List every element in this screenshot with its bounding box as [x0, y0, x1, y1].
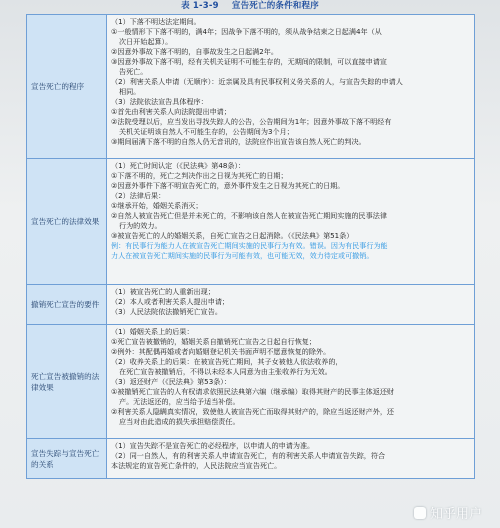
content-line: ②因意外事故下落不明的，自事故发生之日起满2年。	[111, 47, 278, 56]
content-line: （1）被宣告死亡的人重新出现；	[111, 287, 215, 296]
content-line: 次日开始起算）。	[119, 37, 173, 46]
content-line: ②例外：其配偶再婚或者向婚姻登记机关书面声明不愿意恢复的除外。	[111, 347, 331, 356]
content-line: （1）下落不明达法定期间。	[111, 17, 201, 26]
table-row	[27, 159, 475, 285]
content-line: （3）返还财产（《民法典》第53条）：	[111, 377, 231, 386]
content-line: 本法规定的宣告死亡条件的，人民法院应当宣告死亡。	[111, 461, 282, 470]
content-line: ③因意外事故下落不明，经有关机关证明不可能生存的，无期间的限制，可以直接申请宣	[111, 57, 387, 66]
content-line: 相同。	[119, 87, 141, 96]
row-content-revocation-effect	[107, 325, 475, 439]
content-line: ①死亡宣告被撤销的，婚姻关系自撤销死亡宣告之日起自行恢复；	[111, 337, 316, 346]
content-line: （2）法律后果：	[111, 191, 166, 200]
content-line: ②因意外事件下落不明宣告死亡的，意外事件发生之日视为其死亡的日期。	[111, 181, 345, 190]
content-line: ①一般情形下下落不明的，满4年；因战争下落不明的，须从战争结束之日起满4年（从	[111, 27, 382, 36]
content-line: 关机关证明该自然人不可能生存的，公告期间为3个月；	[119, 127, 294, 136]
content-line: （1）死亡时间认定（《民法典》第48条）：	[111, 161, 246, 170]
row-header-legal-effect: 宣告死亡的法律效果	[27, 159, 107, 285]
content-line: ①下落不明的，死亡之判决作出之日视为其死亡的日期；	[111, 171, 288, 180]
content-line: 行为的效力。	[119, 221, 162, 230]
example-note-line: 力人在被宣告死亡期间实施的民事行为可能有效，也可能无效，效力待定或可撤销。	[111, 251, 374, 260]
content-line: ③期间届满下落不明的自然人仍无音讯的，法院应作出宣告该自然人死亡的判决。	[111, 137, 366, 146]
table-number: 表 1-3-9	[181, 1, 219, 11]
content-line: （3）法院依法宣告具体程序：	[111, 97, 208, 106]
row-content-revocation-requirements	[107, 285, 475, 325]
content-line: ①继承开始，婚姻关系消灭；	[111, 201, 203, 210]
row-header-procedure: 宣告死亡的程序	[27, 15, 107, 159]
content-line: （3）人民法院依法撤销死亡宣告。	[111, 307, 222, 316]
content-line: 在死亡宣告被撤销后，不得以未经本人同意为由主张收养行为无效。	[119, 367, 332, 376]
table-row	[27, 15, 475, 159]
example-note-line: 例：有民事行为能力人在被宣告死亡期间实施的民事行为有效。错误。因为有民事行为能	[111, 241, 388, 250]
content-line: ①被撤销死亡宣告的人有权请求依照民法典第六编（继承编）取得其财产的民事主体返还财	[111, 387, 395, 396]
content-line: ②法院受理以后，应当发出寻找失踪人的公告，公告期间为1年；因意外事故下落不明经有	[111, 117, 392, 126]
table-row	[27, 325, 475, 439]
content-line: （1）婚姻关系上的后果：	[111, 327, 194, 336]
content-line: ②自然人被宣告死亡但是并未死亡的，不影响该自然人在被宣告死亡期间实施的民事法律	[111, 211, 387, 220]
zhihu-watermark	[414, 503, 482, 522]
content-line: （2）收养关系上的后果：在被宣告死亡期间，其子女被他人依法收养的，	[111, 357, 343, 366]
content-line: ①首先由利害关系人向法院提出申请；	[111, 107, 231, 116]
table-row	[27, 285, 475, 325]
conditions-table	[26, 14, 475, 479]
row-content-legal-effect	[107, 159, 475, 285]
content-line: 应当对由此造成的损失承担赔偿责任。	[119, 417, 240, 426]
watermark-text: 知乎用户	[429, 507, 482, 522]
content-line: （1）宣告失踪不是宣告死亡的必经程序，以申请人的申请为准。	[111, 441, 315, 450]
content-line: ③被宣告死亡的人的婚姻关系，自死亡宣告之日起消除。（《民法典》第51条）	[111, 231, 354, 240]
content-line: ②利害关系人隐瞒真实情况，致使他人被宣告死亡而取得其财产的，除应当返还财产外，还	[111, 407, 395, 416]
content-line: （2）同一自然人，有的利害关系人申请宣告死亡，有的利害关系人申请宣告失踪，符合	[111, 451, 386, 460]
content-line: （2）利害关系人申请（无顺序）：近亲属及具有民事权利义务关系的人，与宣告失踪的申请人	[111, 77, 403, 86]
table-title: 宣告死亡的条件和程序	[231, 1, 319, 11]
row-header-revocation-effect: 死亡宣告被撤销的法律效果	[27, 325, 107, 439]
content-line: 告死亡。	[119, 67, 148, 76]
row-header-revocation-requirements: 撤销死亡宣告的要件	[27, 285, 107, 325]
content-line: 产。无法返还的，应当给予适当补偿。	[119, 397, 240, 406]
row-header-relationship: 宣告失踪与宣告死亡的关系	[27, 439, 107, 479]
table-row	[27, 439, 475, 479]
row-content-relationship	[107, 439, 475, 479]
table-caption	[0, 0, 500, 12]
row-content-procedure	[107, 15, 475, 159]
zhihu-logo-icon	[414, 507, 426, 519]
content-line: （2）本人或者利害关系人提出申请；	[111, 297, 230, 306]
